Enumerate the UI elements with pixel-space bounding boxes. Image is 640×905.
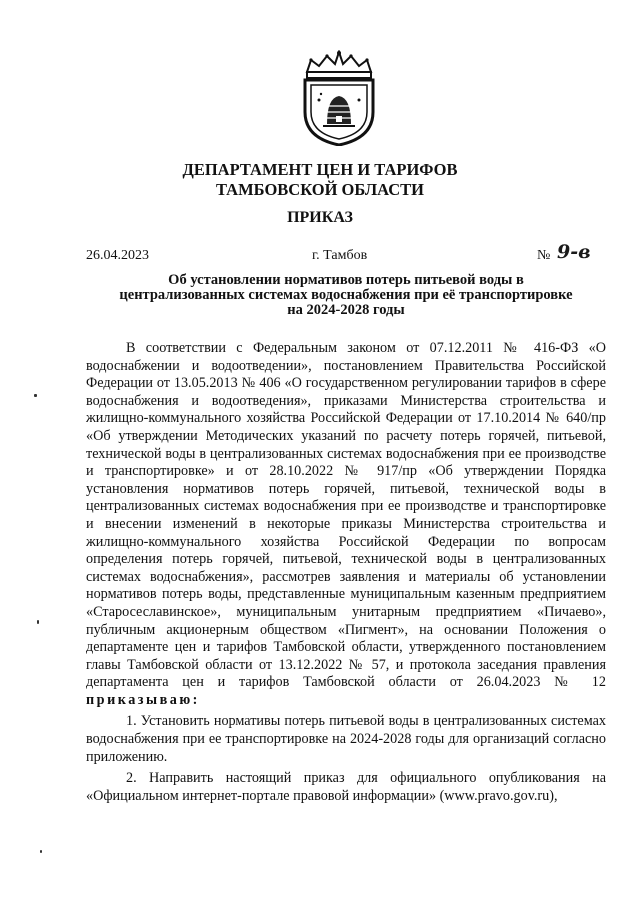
decree-word: приказываю: (86, 691, 200, 708)
document-date: 26.04.2023 (86, 248, 149, 263)
document-number-handwritten: 9-в (557, 241, 591, 263)
order-title-line-3: на 2024-2028 годы (287, 302, 405, 318)
coat-of-arms-icon (297, 50, 381, 146)
department-name (0, 160, 640, 200)
document-meta-row (0, 241, 640, 269)
order-title-line-2: централизованных системах водоснабжения при её транспортировке (119, 287, 573, 303)
scan-speck (37, 620, 39, 624)
department-line-1: ДЕПАРТАМЕНТ ЦЕН И ТАРИФОВ (182, 160, 458, 179)
document-type: ПРИКАЗ (287, 209, 353, 226)
scan-speck (40, 850, 42, 853)
document-city: г. Тамбов (312, 248, 368, 263)
department-line-2: ТАМБОВСКОЙ ОБЛАСТИ (215, 180, 425, 199)
preamble-text: В соответствии с Федеральным законом от 07.12.2011 № 416-ФЗ «О водоснабжении и водоотведении», постановлением Правительства Российской Федерации от 13.05.2013 № 406 «О государственном регулировании тарифов в сфере водоснабжения и водоотведения», приказами Министерства строительства и жилищно-коммунального хозяйства Российской Федерации от 17.10.2014 № 640/пр «Об утверждении Методических указаний по расчету потерь горячей, питьевой, технической воды в централизованных системах водоснабжения при ее производстве и транспортировке» и от 28.10.2022 № 917/пр «Об утверждении Порядка установления нормативов потерь горячей, питьевой, технической воды в централизованных системах водоснабжения при ее производстве и транспортировке и внесении изменений в некоторые приказы Министерства строительства и жилищно-коммунального хозяйства Российской Федерации по вопросам определения потерь горячей, питьевой, технической воды в централизованных системах водоснабжения», рассмотрев заявления и материалы об установлении нормативов потерь воды, представленные муниципальным казенным предприятием «Старосеславинское», муниципальным унитарным предприятием «Пичаево», публичным акционерным обществом «Пигмент», на основании Положения о департаменте цен и тарифов Тамбовской области, утвержденного постановлением главы Тамбовской области от 13.12.2022 № 57, и протокола заседания правления департамента цен и тарифов Тамбовской области от 26.04.2023 № 12 (86, 340, 606, 691)
order-body (86, 340, 606, 805)
order-title (86, 273, 606, 318)
scan-speck (34, 394, 37, 397)
document-number-label: № (537, 248, 551, 263)
preamble-paragraph (86, 340, 606, 709)
order-item-2: 2. Направить настоящий приказ для официального опубликования на «Официальном интернет-портале правовой информации» (www.pravo.gov.ru), (86, 770, 606, 804)
order-title-line-1: Об установлении нормативов потерь питьевой воды в (168, 272, 524, 288)
order-item-1: 1. Установить нормативы потерь питьевой воды в централизованных системах водоснабжения при ее транспортировке на 2024-2028 годы для организаций согласно приложению. (86, 713, 606, 765)
